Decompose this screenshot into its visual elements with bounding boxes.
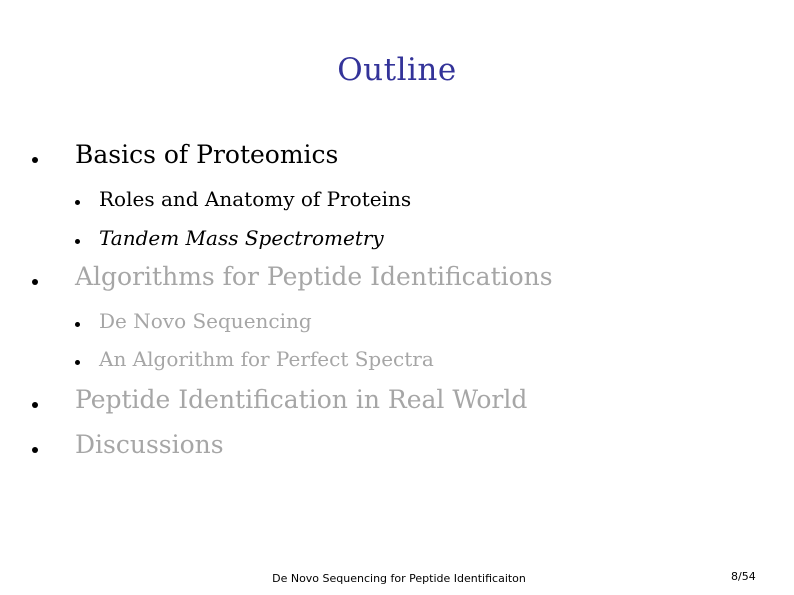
outline-item-label: Discussions	[75, 430, 224, 459]
outline-subitem-label: Roles and Anatomy of Proteins	[99, 187, 412, 211]
bullet-icon	[32, 402, 38, 408]
outline-subitem-label: Tandem Mass Spectrometry	[99, 226, 384, 250]
page-number: 8/54	[731, 570, 756, 583]
bullet-icon	[32, 447, 38, 453]
slide-title: Outline	[337, 52, 457, 88]
outline-item-label: Basics of Proteomics	[75, 140, 339, 169]
bullet-icon	[32, 279, 38, 285]
bullet-icon	[75, 360, 80, 365]
outline-item-label: Peptide Identification in Real World	[75, 385, 528, 414]
bullet-icon	[32, 157, 38, 163]
outline-item-label: Algorithms for Peptide Identifications	[75, 262, 553, 291]
bullet-icon	[75, 322, 80, 327]
outline-subitem-label: De Novo Sequencing	[99, 309, 312, 333]
outline-subitem-label: An Algorithm for Perfect Spectra	[99, 347, 434, 371]
bullet-icon	[75, 239, 80, 244]
footer-title: De Novo Sequencing for Peptide Identificaiton	[272, 572, 526, 585]
bullet-icon	[75, 200, 80, 205]
